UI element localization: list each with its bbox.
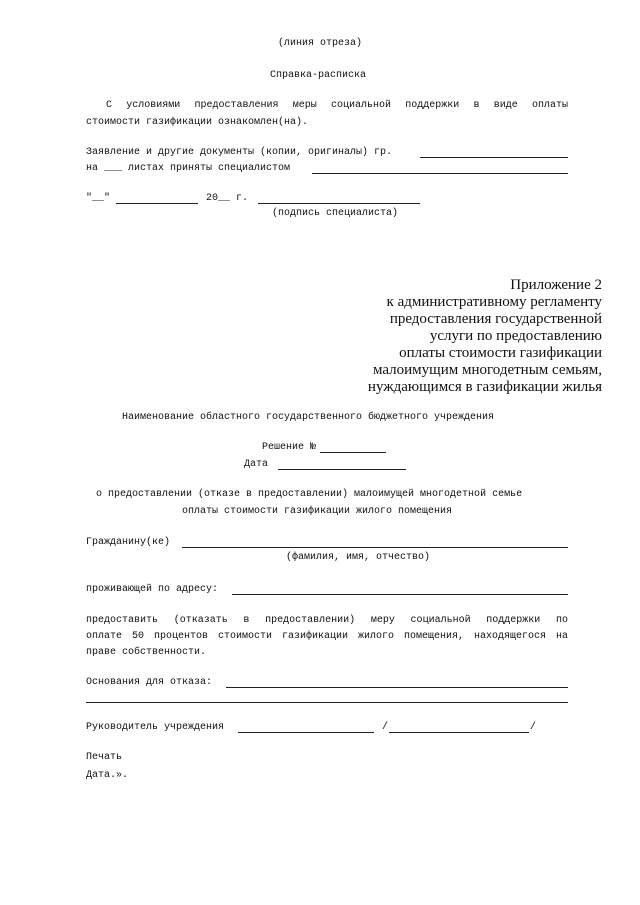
head-of-institution-label: Руководитель учреждения (86, 722, 225, 733)
head-name-blank[interactable] (389, 732, 529, 733)
refusal-reason-label: Основания для отказа: (86, 677, 213, 688)
appendix-line: к административному регламенту (386, 294, 602, 310)
specialist-name-blank[interactable] (312, 173, 568, 174)
decision-subject-line1: о предоставлении (отказе в предоставлении) малоимущей многодетной семье (96, 489, 523, 500)
signature-separator-end: / (530, 722, 537, 733)
decision-number-blank[interactable] (320, 452, 386, 453)
cut-line-label: (линия отреза) (278, 38, 363, 49)
appendix-line: нуждающимся в газификации жилья (367, 379, 602, 395)
receipt-year-label: 20__ г. (206, 193, 249, 204)
head-signature-blank[interactable] (238, 732, 374, 733)
receipt-day-field[interactable]: "__" (86, 193, 111, 204)
appendix-line: Приложение 2 (510, 277, 602, 293)
citizen-name-blank[interactable] (420, 157, 568, 158)
grant-text-line1: предоставить (отказать в предоставлении) меру социальной поддержки по (86, 615, 568, 626)
decision-subject-line2: оплаты стоимости газификации жилого помещения (182, 506, 453, 517)
documents-accepted-label: Заявление и другие документы (копии, оригиналы) гр. (86, 147, 393, 158)
appendix-line: предоставления государственной (389, 311, 602, 327)
final-date-label: Дата.». (86, 770, 129, 781)
receipt-title: Справка-расписка (270, 70, 367, 81)
address-blank[interactable] (232, 594, 568, 595)
receipt-paragraph-line1: С условиями предоставления меры социальной поддержки в виде оплаты (106, 100, 568, 111)
stamp-label: Печать (86, 752, 123, 763)
signature-separator: / (382, 722, 389, 733)
sheets-accepted-label: на ___ листах приняты специалистом (86, 163, 291, 174)
address-label: проживающей по адресу: (86, 584, 219, 595)
decision-number-label: Решение № (262, 442, 317, 453)
appendix-line: малоимущим многодетным семьям, (372, 362, 602, 378)
refusal-reason-blank[interactable] (226, 687, 568, 688)
specialist-signature-blank[interactable] (258, 203, 420, 204)
institution-name: Наименование областного государственного бюджетного учреждения (122, 412, 495, 423)
decision-date-blank[interactable] (278, 469, 406, 470)
signature-caption: (подпись специалиста) (272, 208, 399, 219)
grant-text-line2: оплате 50 процентов стоимости газификации жилого помещения, находящегося на (86, 631, 568, 642)
citizen-fullname-blank[interactable] (182, 547, 568, 548)
citizen-fullname-caption: (фамилия, имя, отчество) (286, 552, 431, 563)
grant-text-line3: праве собственности. (86, 647, 207, 658)
appendix-line: услуги по предоставлению (429, 328, 602, 344)
receipt-month-blank[interactable] (116, 203, 198, 204)
citizen-label: Гражданину(ке) (86, 537, 171, 548)
receipt-paragraph-line2: стоимости газификации ознакомлен(на). (86, 117, 309, 128)
refusal-reason-blank-2[interactable] (86, 702, 568, 703)
appendix-line: оплаты стоимости газификации (399, 345, 602, 361)
decision-date-label: Дата (244, 459, 269, 470)
